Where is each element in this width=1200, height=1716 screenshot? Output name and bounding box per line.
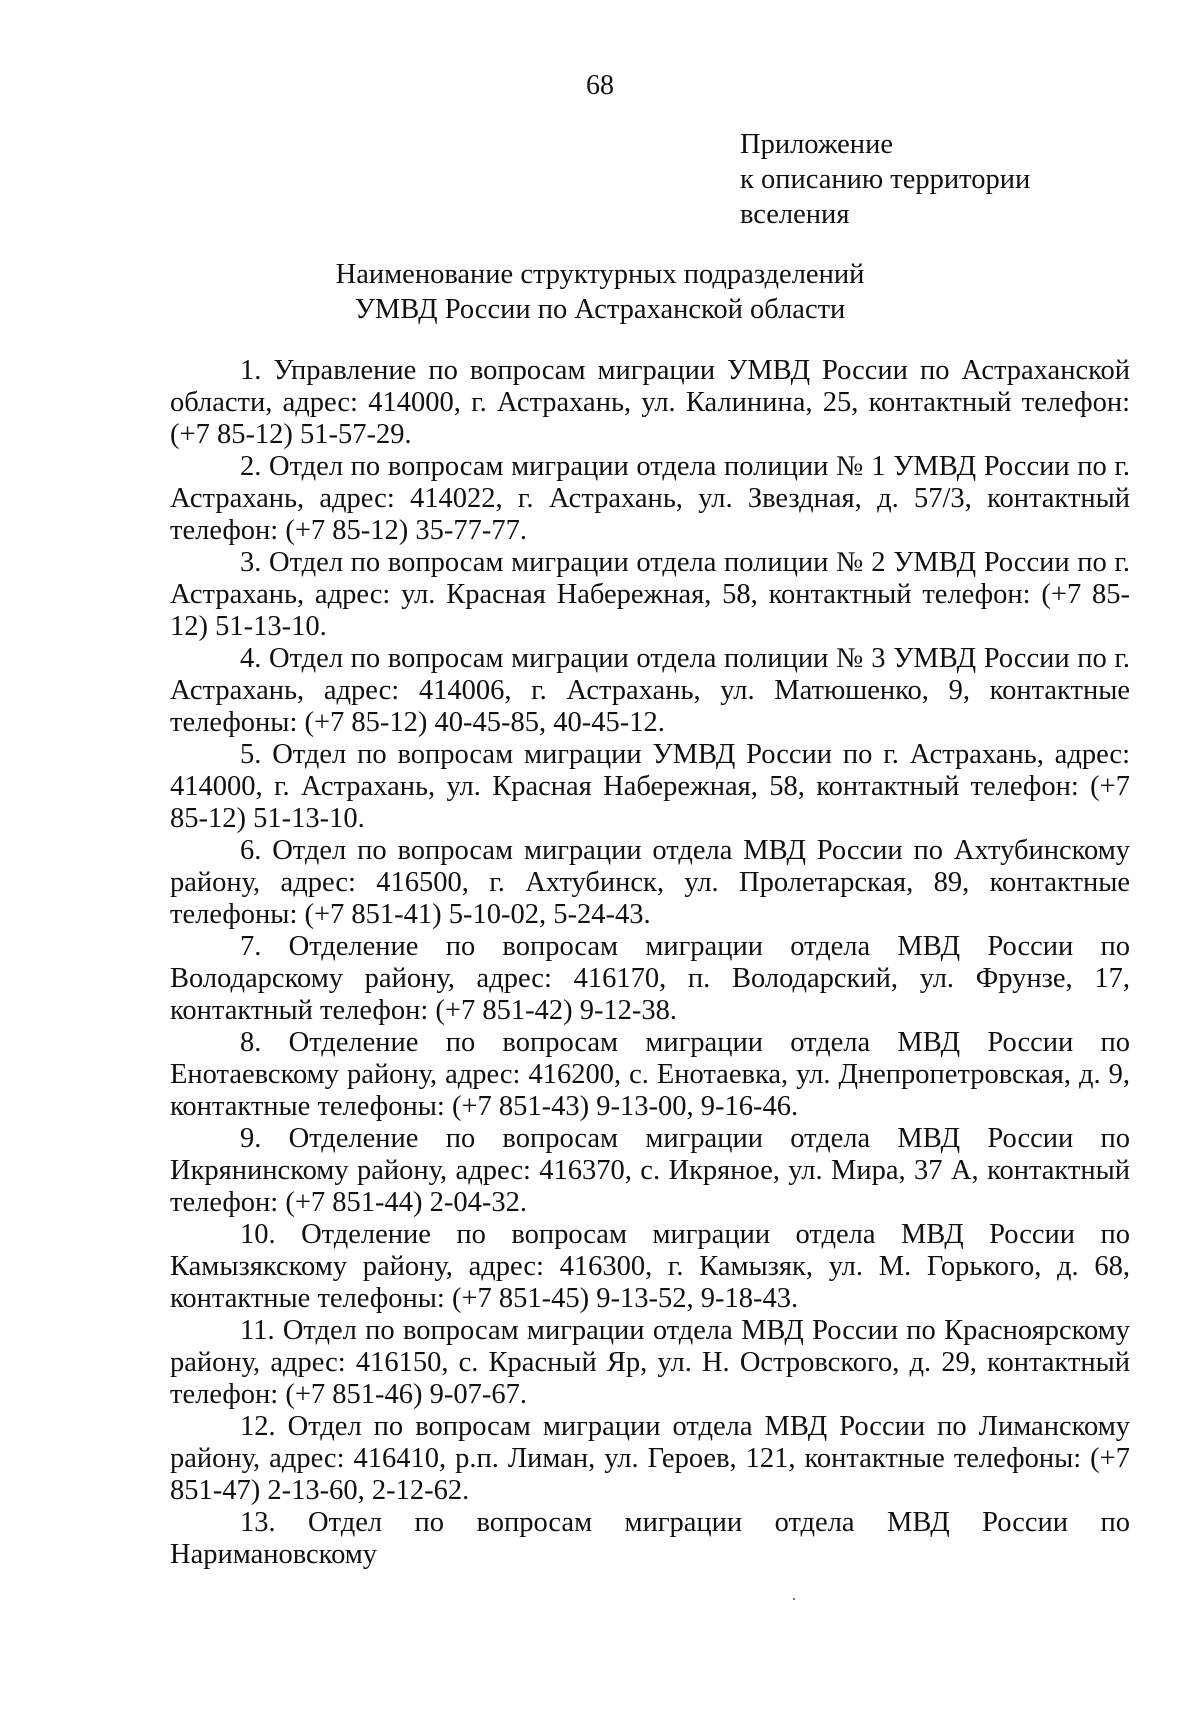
- list-item: 4. Отдел по вопросам миграции отдела полиции № 3 УМВД России по г. Астрахань, адрес: 414006, г. Астрахань, ул. Матюшенко, 9, контактные телефоны: (+7 85-12) 40-45-85, 40-45-12.: [170, 643, 1130, 738]
- page-number: 68: [586, 70, 614, 101]
- appendix-note: [740, 127, 1160, 232]
- list-item: 2. Отдел по вопросам миграции отдела полиции № 1 УМВД России по г. Астрахань, адрес: 414022, г. Астрахань, ул. Звездная, д. 57/3, контактный телефон: (+7 85-12) 35-77-77.: [170, 451, 1130, 546]
- heading-line-2: УМВД России по Астраханской области: [354, 294, 846, 325]
- scan-speck: [793, 1598, 795, 1600]
- document-heading: [0, 257, 1200, 327]
- list-item: 1. Управление по вопросам миграции УМВД России по Астраханской области, адрес: 414000, г. Астрахань, ул. Калинина, 25, контактный телефон: (+7 85-12) 51-57-29.: [170, 355, 1130, 450]
- list-item: 7. Отделение по вопросам миграции отдела МВД России по Володарскому району, адрес: 416170, п. Володарский, ул. Фрунзе, 17, контактный телефон: (+7 851-42) 9-12-38.: [170, 931, 1130, 1026]
- list-item: 8. Отделение по вопросам миграции отдела МВД России по Енотаевскому району, адрес: 416200, с. Енотаевка, ул. Днепропетровская, д. 9, контактные телефоны: (+7 851-43) 9-13-00, 9-16-46.: [170, 1027, 1130, 1122]
- appendix-line-3: вселения: [740, 199, 850, 230]
- entries-list: [170, 355, 1130, 1571]
- list-item: 13. Отдел по вопросам миграции отдела МВД России по Наримановскому: [170, 1507, 1130, 1570]
- appendix-line-1: Приложение: [740, 129, 893, 160]
- list-item: 9. Отделение по вопросам миграции отдела МВД России по Икрянинскому району, адрес: 416370, с. Икряное, ул. Мира, 37 А, контактный телефон: (+7 851-44) 2-04-32.: [170, 1123, 1130, 1218]
- list-item: 12. Отдел по вопросам миграции отдела МВД России по Лиманскому району, адрес: 416410, р.п. Лиман, ул. Героев, 121, контактные телефоны: (+7 851-47) 2-13-60, 2-12-62.: [170, 1411, 1130, 1506]
- heading-line-1: Наименование структурных подразделений: [335, 259, 865, 290]
- list-item: 10. Отделение по вопросам миграции отдела МВД России по Камызякскому району, адрес: 416300, г. Камызяк, ул. М. Горького, д. 68, контактные телефоны: (+7 851-45) 9-13-52, 9-18-43.: [170, 1219, 1130, 1314]
- appendix-line-2: к описанию территории: [740, 164, 1031, 195]
- list-item: 11. Отдел по вопросам миграции отдела МВД России по Красноярскому району, адрес: 416150, с. Красный Яр, ул. Н. Островского, д. 29, контактный телефон: (+7 851-46) 9-07-67.: [170, 1315, 1130, 1410]
- list-item: 6. Отдел по вопросам миграции отдела МВД России по Ахтубинскому району, адрес: 416500, г. Ахтубинск, ул. Пролетарская, 89, контактные телефоны: (+7 851-41) 5-10-02, 5-24-43.: [170, 835, 1130, 930]
- list-item: 3. Отдел по вопросам миграции отдела полиции № 2 УМВД России по г. Астрахань, адрес: ул. Красная Набережная, 58, контактный телефон: (+7 85-12) 51-13-10.: [170, 547, 1130, 642]
- list-item: 5. Отдел по вопросам миграции УМВД России по г. Астрахань, адрес: 414000, г. Астрахань, ул. Красная Набережная, 58, контактный телефон: (+7 85-12) 51-13-10.: [170, 739, 1130, 834]
